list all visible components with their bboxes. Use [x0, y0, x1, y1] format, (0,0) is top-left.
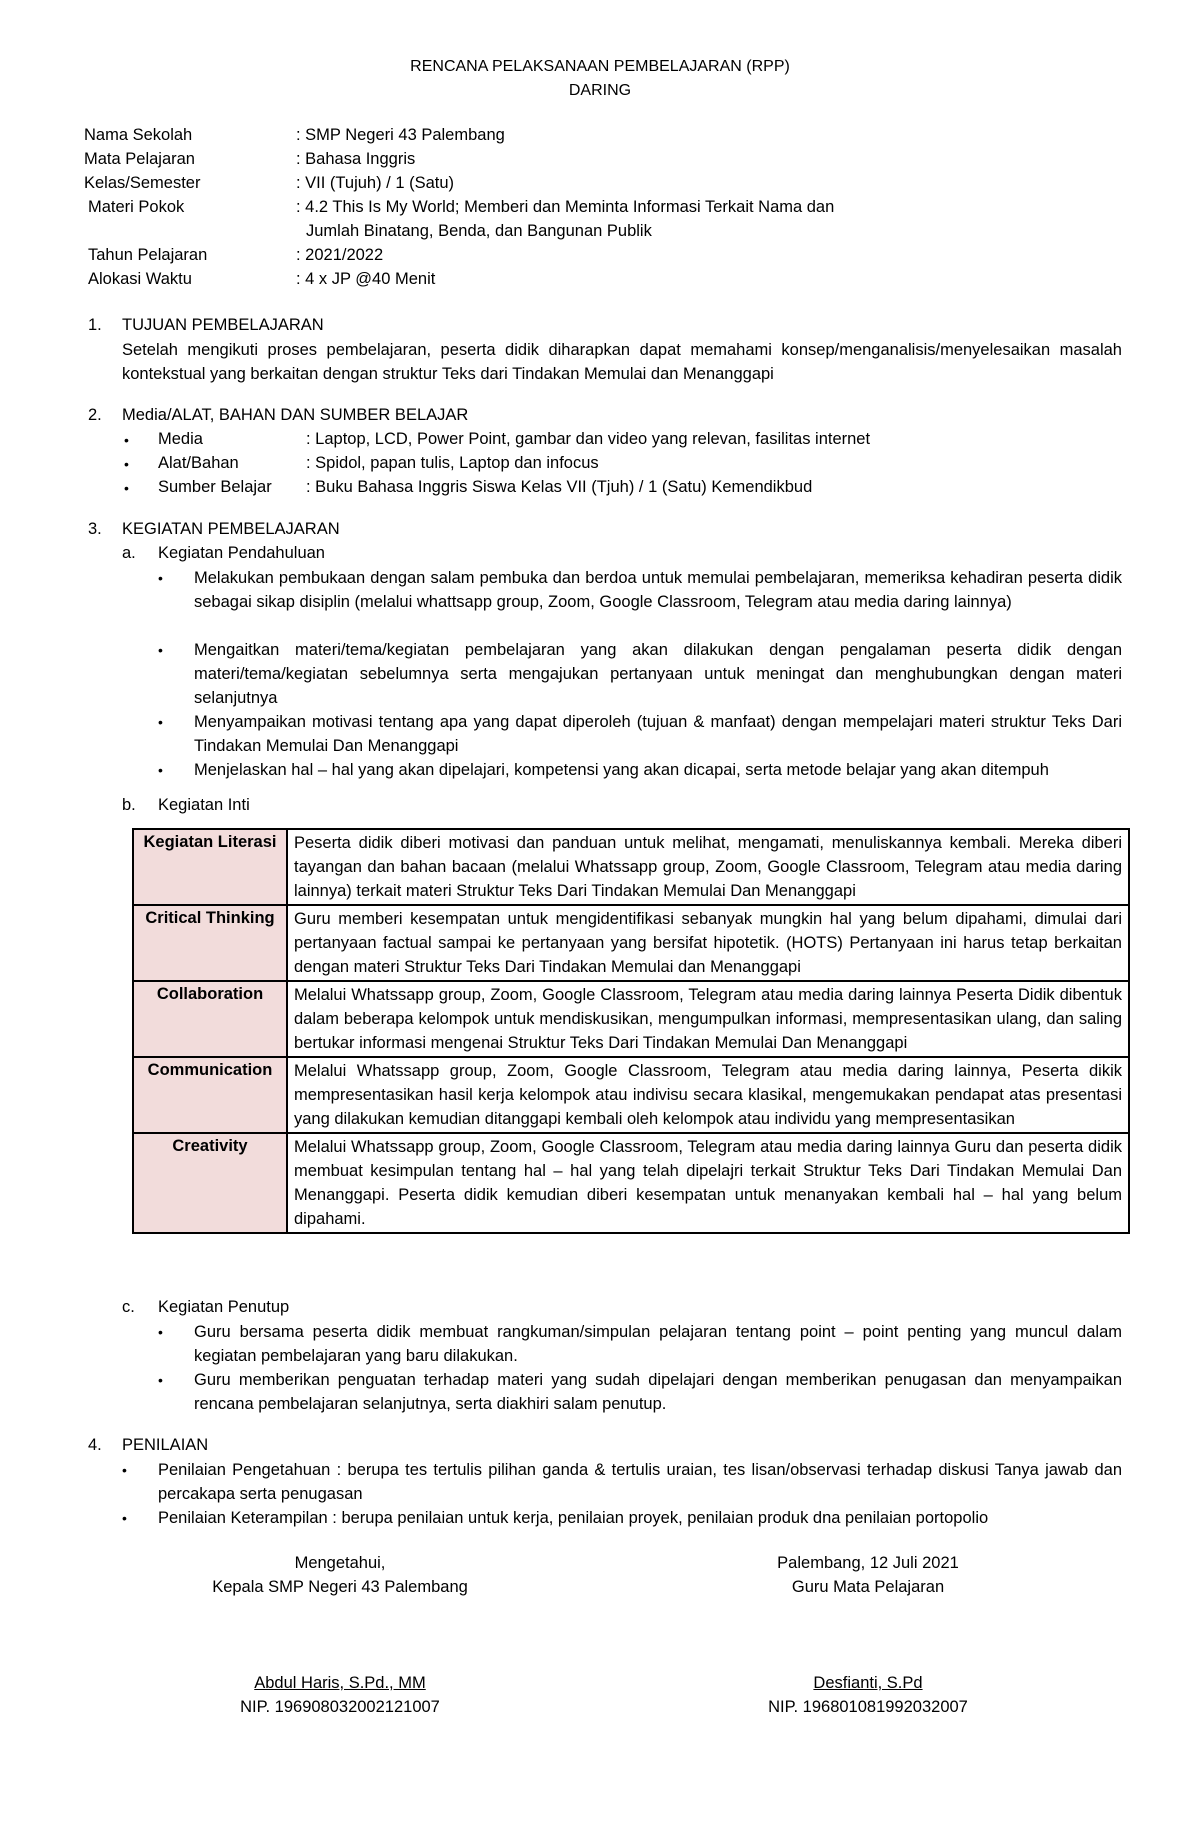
table-cell-description: Melalui Whatssapp group, Zoom, Google Classroom, Telegram atau media daring lainnya Guru dan peserta didik membuat kesimpulan tentang hal – hal yang telah dipelajri terkait Struktur Teks Dari Tindakan Memulai Dan Menanggapi. Peserta didik kemudian diberi kesempatan untuk menanyakan kembali hal – hal yang belum dipahami.	[287, 1133, 1129, 1233]
list-item: Penilaian Pengetahuan : berupa tes tertulis pilihan ganda & tertulis uraian, tes lisan/observasi terhadap diskusi Tanya jawab dan percakapa serta penugasan	[158, 1461, 1122, 1503]
resource-value: : Spidol, papan tulis, Laptop dan infocus	[306, 454, 599, 472]
table-row	[133, 1057, 1129, 1133]
resource-value: : Buku Bahasa Inggris Siswa Kelas VII (Tjuh) / 1 (Satu) Kemendikbud	[306, 478, 813, 496]
subsection-heading: Kegiatan Pendahuluan	[158, 544, 325, 562]
section-heading: PENILAIAN	[122, 1436, 209, 1454]
list-item: Guru bersama peserta didik membuat rangkuman/simpulan pelajaran tentang point – point penting yang muncul dalam kegiatan pembelajaran yang baru dilakukan.	[194, 1323, 1122, 1365]
subsection-letter: a.	[122, 544, 136, 562]
identity-value: : 4.2 This Is My World; Memberi dan Meminta Informasi Terkait Nama dan	[296, 198, 835, 216]
table-cell-description: Guru memberi kesempatan untuk mengidentifikasi sebanyak mungkin hal yang belum dipahami, dimulai dari pertanyaan factual sampai ke pertanyaan yang bersifat hipotetik. (HOTS) Pertanyaan ini harus tetap berkaitan dengan materi Struktur Teks Dari Tindakan Memulai dan Menanggapi	[287, 905, 1129, 981]
subsection-letter: c.	[122, 1298, 135, 1316]
section-paragraph: Setelah mengikuti proses pembelajaran, peserta didik diharapkan dapat memahami konsep/menganalisis/menyelesaikan masalah kontekstual yang berkaitan dengan struktur Teks dari Tindakan Memulai dan Menanggapi	[122, 341, 1122, 383]
table-cell-activity: Collaboration	[133, 981, 287, 1057]
list-item: Guru memberikan penguatan terhadap materi yang sudah dipelajari dengan memberikan penugasan dan menyampaikan rencana pembelajaran selanjutnya, serta diakhiri salam penutup.	[194, 1371, 1122, 1413]
signature-greeting: Mengetahui,	[294, 1554, 386, 1572]
table-cell-description: Peserta didik diberi motivasi dan panduan untuk melihat, mengamati, menuliskannya kembali. Mereka diberi tayangan dan bahan bacaan (melalui Whatssapp group, Zoom, Google Classroom, Telegram atau media daring lainnya) terkait materi Struktur Teks Dari Tindakan Memulai Dan Menanggapi	[287, 829, 1129, 905]
identity-label: Nama Sekolah	[84, 126, 193, 144]
signature-place-date: Palembang, 12 Juli 2021	[777, 1554, 959, 1572]
section-number: 2.	[88, 406, 102, 424]
bullet-icon: •	[158, 1372, 163, 1388]
signature-name: Abdul Haris, S.Pd., MM	[254, 1674, 426, 1692]
bullet-icon: •	[158, 570, 163, 586]
subsection-heading: Kegiatan Penutup	[158, 1298, 290, 1316]
list-item: Mengaitkan materi/tema/kegiatan pembelajaran yang akan dilakukan dengan pengalaman peserta didik dengan materi/tema/kegiatan sebelumnya serta mengajukan pertanyaan untuk meningat dan menghubungkan dengan materi selanjutnya	[194, 641, 1122, 707]
identity-label: Mata Pelajaran	[84, 150, 195, 168]
section-number: 4.	[88, 1436, 102, 1454]
signature-position: Guru Mata Pelajaran	[791, 1578, 945, 1596]
table-cell-description: Melalui Whatssapp group, Zoom, Google Classroom, Telegram atau media daring lainnya Peserta Didik dibentuk dalam beberapa kelompok untuk mendiskusikan, mengumpulkan informasi, mempresentasikan ulang, dan saling bertukar informasi mengenai Struktur Teks Dari Tindakan Memulai Dan Menanggapi	[287, 981, 1129, 1057]
document-title: RENCANA PELAKSANAAN PEMBELAJARAN (RPP)	[410, 58, 790, 75]
resource-value: : Laptop, LCD, Power Point, gambar dan video yang relevan, fasilitas internet	[306, 430, 871, 448]
list-item: Menyampaikan motivasi tentang apa yang dapat diperoleh (tujuan & manfaat) dengan mempelajari materi struktur Teks Dari Tindakan Memulai Dan Menanggapi	[194, 713, 1122, 755]
signature-nip: NIP. 196908032002121007	[240, 1698, 440, 1716]
table-row	[133, 829, 1129, 905]
list-item: Penilaian Keterampilan : berupa penilaian untuk kerja, penilaian proyek, penilaian produk dna penilaian portopolio	[158, 1509, 989, 1527]
signature-position: Kepala SMP Negeri 43 Palembang	[212, 1578, 468, 1596]
table-row	[133, 1133, 1129, 1233]
identity-value: : VII (Tujuh) / 1 (Satu)	[296, 174, 455, 192]
identity-label: Tahun Pelajaran	[88, 246, 208, 264]
identity-value: : SMP Negeri 43 Palembang	[296, 126, 505, 144]
bullet-icon: •	[158, 762, 163, 778]
bullet-icon: •	[124, 456, 129, 472]
identity-label: Materi Pokok	[88, 198, 185, 216]
identity-value-continued: Jumlah Binatang, Benda, dan Bangunan Publik	[306, 222, 652, 240]
identity-value: : Bahasa Inggris	[296, 150, 416, 168]
identity-value: : 4 x JP @40 Menit	[296, 270, 436, 288]
identity-value: : 2021/2022	[296, 246, 384, 264]
resource-label: Alat/Bahan	[158, 454, 239, 472]
bullet-icon: •	[158, 714, 163, 730]
resource-label: Sumber Belajar	[158, 478, 272, 496]
section-heading: KEGIATAN PEMBELAJARAN	[122, 520, 340, 538]
document-subtitle: DARING	[568, 82, 632, 99]
table-cell-activity: Kegiatan Literasi	[133, 829, 287, 905]
subsection-heading: Kegiatan Inti	[158, 796, 250, 814]
table-cell-description: Melalui Whatssapp group, Zoom, Google Classroom, Telegram atau media daring lainnya, Peserta dikik mempresentasikan hasil kerja kelompok atau indivisu secara klasikal, mengemukakan pendapat atas presentasi yang dilakukan kemudian ditanggapi kembali oleh kelompok atau individu yang mempresentasikan	[287, 1057, 1129, 1133]
list-item: Melakukan pembukaan dengan salam pembuka dan berdoa untuk memulai pembelajaran, memeriksa kehadiran peserta didik sebagai sikap disiplin (melalui whattsapp group, Zoom, Google Classroom, Telegram atau media daring lainnya)	[194, 569, 1122, 611]
bullet-icon: •	[158, 1324, 163, 1340]
bullet-icon: •	[124, 432, 129, 448]
table-cell-activity: Communication	[133, 1057, 287, 1133]
identity-label: Alokasi Waktu	[88, 270, 192, 288]
signature-nip: NIP. 196801081992032007	[768, 1698, 968, 1716]
section-heading: TUJUAN PEMBELAJARAN	[122, 316, 324, 334]
table-row	[133, 981, 1129, 1057]
section-number: 3.	[88, 520, 102, 538]
identity-label: Kelas/Semester	[84, 174, 201, 192]
bullet-icon: •	[158, 642, 163, 658]
bullet-icon: •	[122, 1462, 127, 1478]
signature-name: Desfianti, S.Pd	[813, 1674, 923, 1692]
list-item: Menjelaskan hal – hal yang akan dipelajari, kompetensi yang akan dicapai, serta metode belajar yang akan ditempuh	[194, 761, 1049, 779]
table-row	[133, 905, 1129, 981]
resource-label: Media	[158, 430, 203, 448]
table-cell-activity: Critical Thinking	[133, 905, 287, 981]
subsection-letter: b.	[122, 796, 136, 814]
section-heading: Media/ALAT, BAHAN DAN SUMBER BELAJAR	[122, 406, 469, 424]
bullet-icon: •	[122, 1510, 127, 1526]
bullet-icon: •	[124, 480, 129, 496]
kegiatan-inti-table	[132, 828, 1130, 1234]
section-number: 1.	[88, 316, 102, 334]
table-cell-activity: Creativity	[133, 1133, 287, 1233]
